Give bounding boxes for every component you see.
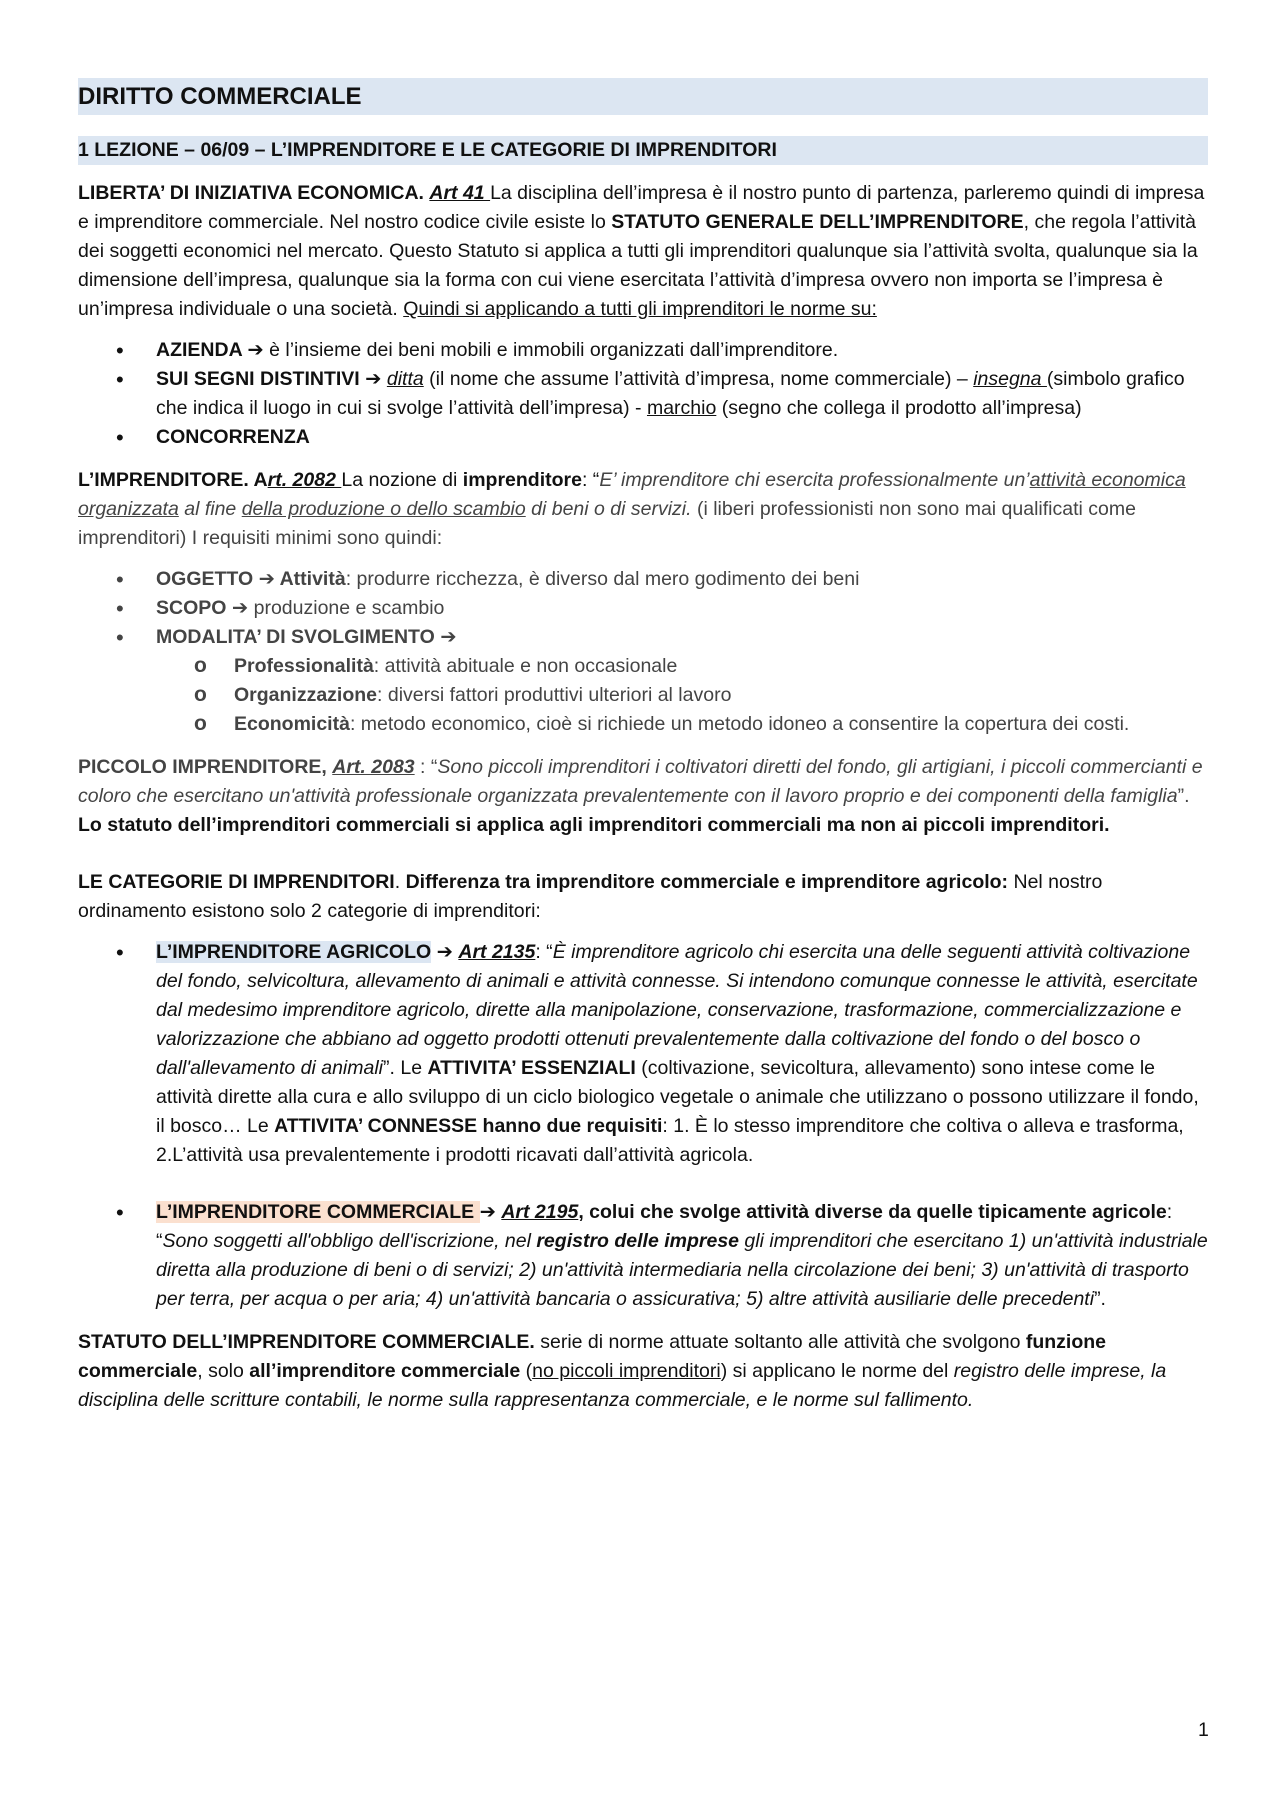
lesson-heading: 1 LEZIONE – 06/09 – L’IMPRENDITORE E LE CATEGORIE DI IMPRENDITORI xyxy=(78,136,1208,165)
document-title: DIRITTO COMMERCIALE xyxy=(78,78,1208,115)
list-item: • SCOPO ➔ produzione e scambio xyxy=(78,594,1208,623)
sub-list-item: o Economicità: metodo economico, cioè si richiede un metodo idoneo a consentire la copertura dei costi. xyxy=(156,710,1208,739)
norme-list xyxy=(78,336,1208,452)
requisiti-list xyxy=(78,565,1208,739)
list-item: • SUI SEGNI DISTINTIVI ➔ ditta (il nome che assume l’attività d’impresa, nome commerciale) – insegna (simbolo grafico che indica il luogo in cui si svolge l’attività dell’impresa) - marchio (segno che collega il prodotto all’impresa) xyxy=(78,365,1208,423)
sub-list-item: o Organizzazione: diversi fattori produttivi ulteriori al lavoro xyxy=(156,681,1208,710)
article-ref: rt. 2082 xyxy=(267,469,342,491)
list-item-agricolo: • L’IMPRENDITORE AGRICOLO ➔ Art 2135: “È imprenditore agricolo chi esercita una delle seguenti attività coltivazione del fondo, selvicoltura, allevamento di animali e attività connesse. Si intendono comunque connesse le attività, esercitate dal medesimo imprenditore agricolo, dirette alla manipolazione, conservazione, trasformazione, commercializzazione e valorizzazione che abbiano ad oggetto prodotti ottenuti prevalentemente dalla coltivazione del fondo o del bosco o dall'allevamento di animali”. Le ATTIVITA’ ESSENZIALI (coltivazione, sevicoltura, allevamento) sono intese come le attività dirette alla cura e allo sviluppo di un ciclo biologico vegetale o animale che utilizzano o possono utilizzare il fondo, il bosco… Le ATTIVITA’ CONNESSE hanno due requisiti: 1. È lo stesso imprenditore che coltiva o alleva e trasforma, 2.L’attività usa prevalentemente i prodotti ricavati dall’attività agricola. xyxy=(78,938,1208,1170)
categorie-list xyxy=(78,938,1208,1314)
list-item: • OGGETTO ➔ Attività: produrre ricchezza, è diverso dal mero godimento dei beni xyxy=(78,565,1208,594)
sub-list-item: o Professionalità: attività abituale e non occasionale xyxy=(156,652,1208,681)
article-ref: Art. 2083 xyxy=(332,756,415,778)
paragraph-imprenditore: L’IMPRENDITORE. Art. 2082 La nozione di imprenditore: “E’ imprenditore chi esercita professionalmente un’attività economica organizzata al fine della produzione o dello scambio di beni o di servizi. (i liberi professionisti non sono mai qualificati come imprenditori) I requisiti minimi sono quindi: xyxy=(78,469,1186,549)
sub-list xyxy=(156,652,1208,739)
article-ref: Art 2135 xyxy=(458,941,536,963)
paragraph-liberta: LIBERTA’ DI INIZIATIVA ECONOMICA. Art 41 La disciplina dell’impresa è il nostro punto di partenza, parleremo quindi di impresa e imprenditore commerciale. Nel nostro codice civile esiste lo STATUTO GENERALE DELL’IMPRENDITORE, che regola l’attività dei soggetti economici nel mercato. Questo Statuto si applica a tutti gli imprenditori qualunque sia l’attività svolta, qualunque sia la dimensione dell’impresa, qualunque sia la forma con cui viene esercitata l’attività d’impresa ovvero non importa se l’impresa è un’impresa individuale o una società. Quindi si applicando a tutti gli imprenditori le norme su: xyxy=(78,182,1205,320)
page-number: 1 xyxy=(1198,1719,1209,1741)
list-item: • MODALITA’ DI SVOLGIMENTO ➔ o Professionalità: attività abituale e non occasionale o Organizzazione: diversi fattori produttivi ulteriori al lavoro o Economicità: metodo economico, cioè si richiede un metodo idoneo a consentire la copertura dei costi. xyxy=(78,623,1208,739)
list-item: • CONCORRENZA xyxy=(78,423,1208,452)
paragraph-piccolo-imprenditore: PICCOLO IMPRENDITORE, Art. 2083 : “Sono piccoli imprenditori i coltivatori diretti del fondo, gli artigiani, i piccoli commercianti e coloro che esercitano un'attività professionale organizzata prevalentemente con il lavoro proprio e dei componenti della famiglia”. Lo statuto dell’imprenditori commerciali si applica agli imprenditori commerciali ma non ai piccoli imprenditori. xyxy=(78,756,1203,836)
list-item: • AZIENDA ➔ è l’insieme dei beni mobili e immobili organizzati dall’imprenditore. xyxy=(78,336,1208,365)
article-ref: Art 2195 xyxy=(501,1201,579,1223)
list-item-commerciale: • L’IMPRENDITORE COMMERCIALE ➔ Art 2195, colui che svolge attività diverse da quelle tipicamente agricole: “Sono soggetti all'obbligo dell'iscrizione, nel registro delle imprese gli imprenditori che esercitano 1) un'attività industriale diretta alla produzione di beni o di servizi; 2) un'attività intermediaria nella circolazione dei beni; 3) un'attività di trasporto per terra, per acqua o per aria; 4) un'attività bancaria o assicurativa; 5) altre attività ausiliarie delle precedenti”. xyxy=(78,1198,1208,1314)
paragraph-categorie: LE CATEGORIE DI IMPRENDITORI. Differenza tra imprenditore commerciale e imprenditore agricolo: Nel nostro ordinamento esistono solo 2 categorie di imprenditori: xyxy=(78,871,1103,922)
paragraph-statuto: STATUTO DELL’IMPRENDITORE COMMERCIALE. serie di norme attuate soltanto alle attività che svolgono funzione commerciale, solo all’imprenditore commerciale (no piccoli imprenditori) si applicano le norme del registro delle imprese, la disciplina delle scritture contabili, le norme sulla rappresentanza commerciale, e le norme sul fallimento. xyxy=(78,1331,1167,1411)
document-page xyxy=(78,78,1208,1415)
article-ref: Art 41 xyxy=(429,182,491,204)
